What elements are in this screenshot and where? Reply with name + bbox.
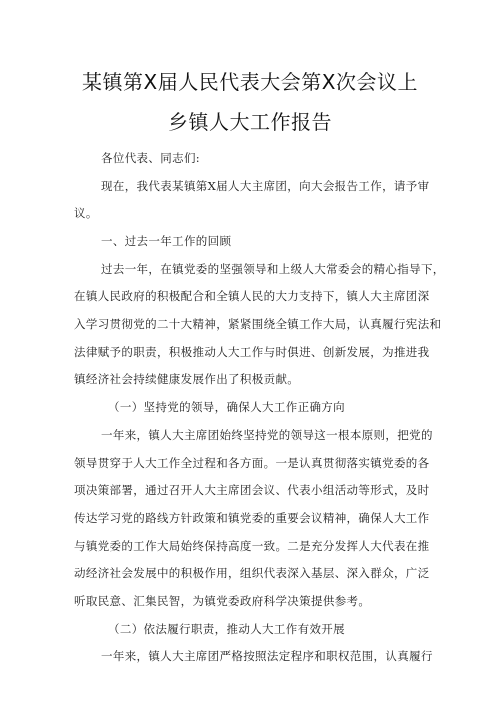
body-line: 法律赋予的职责，积极推动人大工作与时俱进、创新发展，为推进我 bbox=[74, 345, 430, 359]
body-line: 过去一年，在镇党委的坚强领导和上级人大常委会的精心指导下， bbox=[101, 262, 445, 276]
subsection-heading: （二）依法履行职责，推动人大工作有效开展 bbox=[108, 622, 345, 636]
body-line: 在镇人民政府的积极配合和全镇人民的大力支持下，镇人大主席团深 bbox=[74, 289, 430, 303]
body-line: 一年来，镇人大主席团严格按照法定程序和职权范围，认真履行 bbox=[101, 649, 433, 663]
body-line: 现在，我代表某镇第X届人大主席团，向大会报告工作，请予审 bbox=[101, 179, 430, 193]
body-line: 动经济社会发展中的积极作用，组织代表深入基层、深入群众，广泛 bbox=[74, 566, 430, 580]
document-title-line-2: 乡镇人大工作报告 bbox=[168, 110, 332, 134]
body-line: 项决策部署，通过召开人大主席团会议、代表小组活动等形式，及时 bbox=[74, 483, 430, 497]
body-line: 与镇党委的工作大局始终保持高度一致。二是充分发挥人大代表在推 bbox=[74, 539, 430, 553]
body-line: 听取民意、汇集民智，为镇党委政府科学决策提供参考。 bbox=[74, 594, 371, 608]
subsection-heading: （一）坚持党的领导，确保人大工作正确方向 bbox=[108, 400, 345, 414]
body-line: 镇经济社会持续健康发展作出了积极贡献。 bbox=[74, 372, 300, 386]
body-line: 议。 bbox=[74, 206, 98, 220]
body-line: 传达学习党的路线方针政策和镇党委的重要会议精神，确保人大工作 bbox=[74, 511, 430, 525]
document-title-line-1: 某镇第X届人民代表大会第X次会议上 bbox=[82, 70, 418, 94]
body-line: 一年来，镇人大主席团始终坚持党的领导这一根本原则，把党的 bbox=[101, 428, 433, 442]
body-line: 入学习贯彻党的二十大精神，紧紧围绕全镇工作大局，认真履行宪法和 bbox=[74, 317, 442, 331]
salutation: 各位代表、同志们: bbox=[101, 151, 201, 165]
body-line: 领导贯穿于人大工作全过程和各方面。一是认真贯彻落实镇党委的各 bbox=[74, 456, 430, 470]
section-heading: 一、过去一年工作的回顾 bbox=[101, 234, 232, 248]
